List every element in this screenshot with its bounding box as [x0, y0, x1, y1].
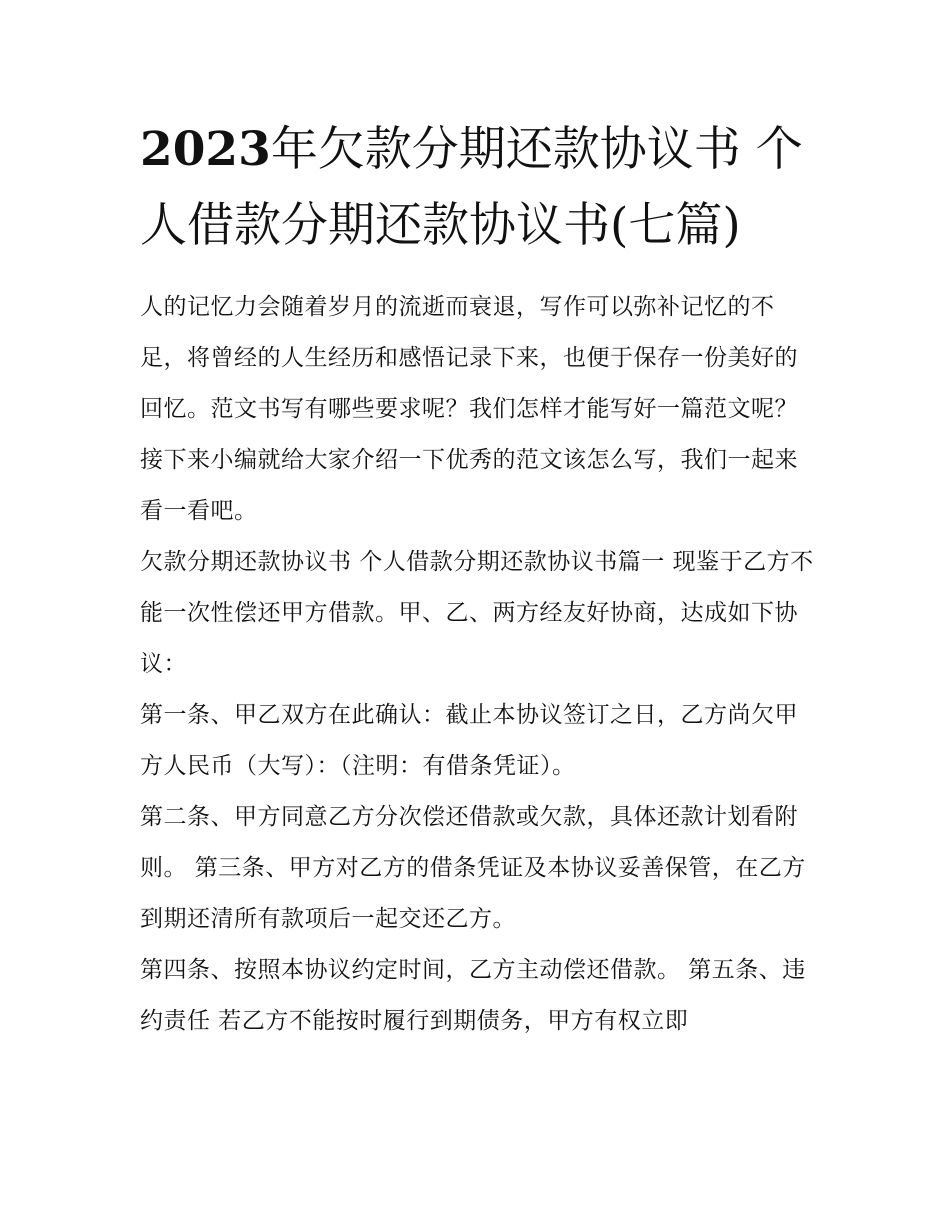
- document-title: [140, 112, 820, 264]
- paragraph-clause-4-5: 第四条、按照本协议约定时间，乙方主动偿还借款。 第五条、违约责任 若乙方不能按时履行到期债务，甲方有权立即: [140, 957, 806, 1034]
- paragraph-intro: 人的记忆力会随着岁月的流逝而衰退，写作可以弥补记忆的不足，将曾经的人生经历和感悟记录下来，也便于保存一份美好的回忆。范文书写有哪些要求呢？我们怎样才能写好一篇范文呢？接下来小编就给大家介绍一下优秀的范文该怎么写，我们一起来看一看吧。: [140, 294, 798, 524]
- document-body: [140, 282, 820, 1047]
- title-text: 年欠款分期还款协议书 个人借款分期还款协议书(七篇): [140, 122, 803, 253]
- paragraph-article-heading: 欠款分期还款协议书 个人借款分期还款协议书篇一 现鉴于乙方不能一次性偿还甲方借款。甲、乙、两方经友好协商，达成如下协议：: [140, 549, 814, 677]
- document-page: [140, 112, 820, 1047]
- title-year: 2023: [140, 122, 271, 177]
- paragraph-clause-1: 第一条、甲乙双方在此确认：截止本协议签订之日，乙方尚欠甲方人民币（大写）：（注明：有借条凭证）。: [140, 702, 798, 779]
- paragraph-clause-2-3: 第二条、甲方同意乙方分次偿还借款或欠款，具体还款计划看附则。 第三条、甲方对乙方的借条凭证及本协议妥善保管，在乙方到期还清所有款项后一起交还乙方。: [140, 804, 806, 932]
